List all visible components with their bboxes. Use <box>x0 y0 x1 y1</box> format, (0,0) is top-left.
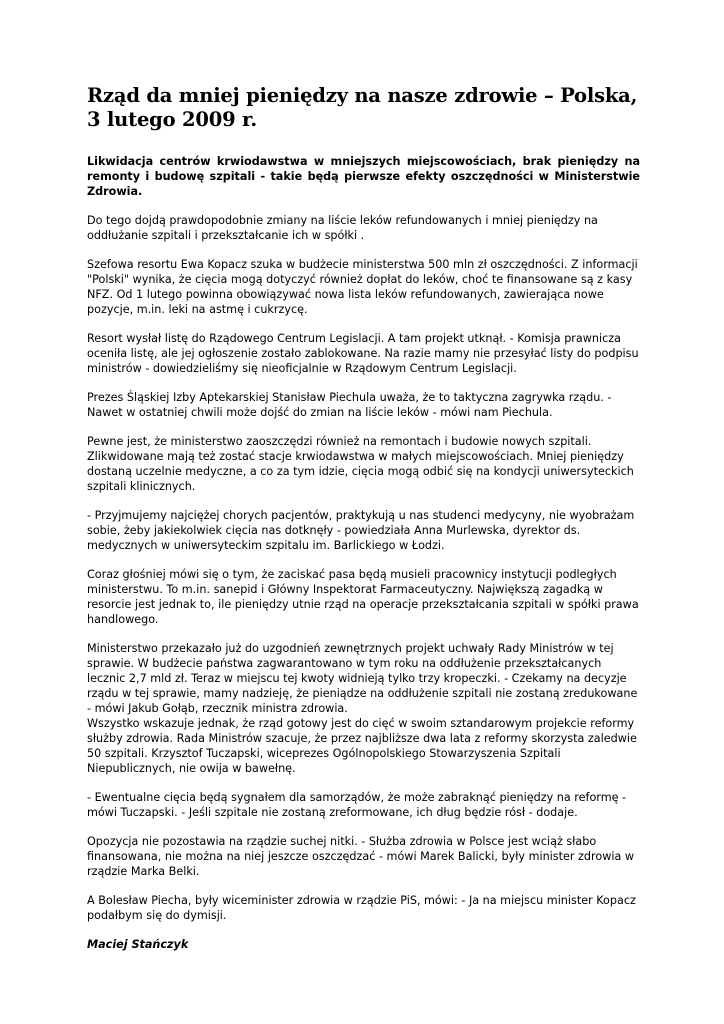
article-paragraph: Pewne jest, że ministerstwo zaoszczędzi również na remontach i budowie nowych szpitali. Zlikwidowane mają też zostać stacje krwiodawstwa w małych miejscowościach. Mniej pieniędzy dostaną uczelnie medyczne, a co za tym idzie, cięcia mogą odbić się na kondycji uniwersyteckich szpitali klinicznych. <box>87 435 634 493</box>
article-paragraph: Prezes Śląskiej Izby Aptekarskiej Stanisław Piechula uważa, że to taktyczna zagrywka rządu. - Nawet w ostatniej chwili może dojść do zmian na liście leków - mówi nam Piechula. <box>87 391 612 419</box>
article-title-line1: Rząd da mniej pieniędzy na nasze zdrowie – Polska, <box>87 84 638 107</box>
article-lead: Likwidacja centrów krwiodawstwa w mniejszych miejscowościach, brak pieniędzy na remonty i budowę szpitali - takie będą pierwsze efekty oszczędności w Ministerstwie Zdrowia. <box>87 155 640 198</box>
article-paragraph: Szefowa resortu Ewa Kopacz szuka w budżecie ministerstwa 500 mln zł oszczędności. Z informacji "Polski" wynika, że cięcia mogą dotyczyć również dopłat do leków, choć te finansowane są z kasy NFZ. Od 1 lutego powinna obowiązywać nowa lista leków refundowanych, zawierająca nowe pozycje, m.in. leki na astmę i cukrzycę. <box>87 258 638 316</box>
article-paragraph: Resort wysłał listę do Rządowego Centrum Legislacji. A tam projekt utknął. - Komisja prawnicza oceniła listę, ale jej ogłoszenie zostało zablokowane. Na razie mamy nie przesyłać listy do podpisu ministrów - dowiedzieliśmy się nieoficjalnie w Rządowym Centrum Legislacji. <box>87 332 639 375</box>
article-paragraph: Ministerstwo przekazało już do uzgodnień zewnętrznych projekt uchwały Rady Ministrów w tej sprawie. W budżecie państwa zagwarantowano w tym roku na oddłużenie przekształcanych lecznic 2,7 mld zł. Teraz w miejscu tej kwoty widnieją tylko trzy kropeczki. - Czekamy na decyzje rządu w tej sprawie, mamy nadzieję, że pieniądze na oddłużenie szpitali nie zostaną zredukowane - mówi Jakub Gołąb, rzecznik ministra zdrowia. <box>87 642 638 715</box>
article-paragraph: Do tego dojdą prawdopodobnie zmiany na liście leków refundowanych i mniej pieniędzy na oddłużanie szpitali i przekształcanie ich w spółki . <box>87 214 598 242</box>
article-paragraph: Coraz głośniej mówi się o tym, że zaciskać pasa będą musieli pracownicy instytucji podległych ministerstwu. To m.in. sanepid i Główny Inspektorat Farmaceutyczny. Największą zagadką w resorcie jest jednak to, ile pieniędzy utnie rząd na operacje przekształcania szpitali w spółki prawa handlowego. <box>87 568 639 626</box>
article-author: Maciej Stańczyk <box>87 938 189 951</box>
article-paragraph: A Bolesław Piecha, były wiceminister zdrowia w rządzie PiS, mówi: - Ja na miejscu minister Kopacz podałbym się do dymisji. <box>87 894 636 922</box>
article-paragraph: Opozycja nie pozostawia na rządzie suchej nitki. - Służba zdrowia w Polsce jest wciąż słabo finansowana, nie można na niej jeszcze oszczędzać - mówi Marek Balicki, były minister zdrowia w rządzie Marka Belki. <box>87 835 635 878</box>
article <box>87 84 640 952</box>
article-paragraph: Wszystko wskazuje jednak, że rząd gotowy jest do cięć w swoim sztandarowym projekcie reformy służby zdrowia. Rada Ministrów szacuje, że przez najbliższe dwa lata z reformy skorzysta zaledwie 50 szpitali. Krzysztof Tuczapski, wiceprezes Ogólnopolskiego Stowarzyszenia Szpitali Niepublicznych, nie owija w bawełnę. <box>87 717 637 775</box>
article-paragraph: - Przyjmujemy najciężej chorych pacjentów, praktykują u nas studenci medycyny, nie wyobrażam sobie, żeby jakiekolwiek cięcia nas dotknęły - powiedziała Anna Murlewska, dyrektor ds. medycznych w uniwersyteckim szpitalu im. Barlickiego w Łodzi. <box>87 509 635 552</box>
article-title-line2: 3 lutego 2009 r. <box>87 108 257 131</box>
article-title <box>87 84 640 132</box>
article-paragraph: - Ewentualne cięcia będą sygnałem dla samorządów, że może zabraknąć pieniędzy na reformę - mówi Tuczapski. - Jeśli szpitale nie zostaną zreformowane, ich dług będzie rósł - dodaje. <box>87 791 627 819</box>
